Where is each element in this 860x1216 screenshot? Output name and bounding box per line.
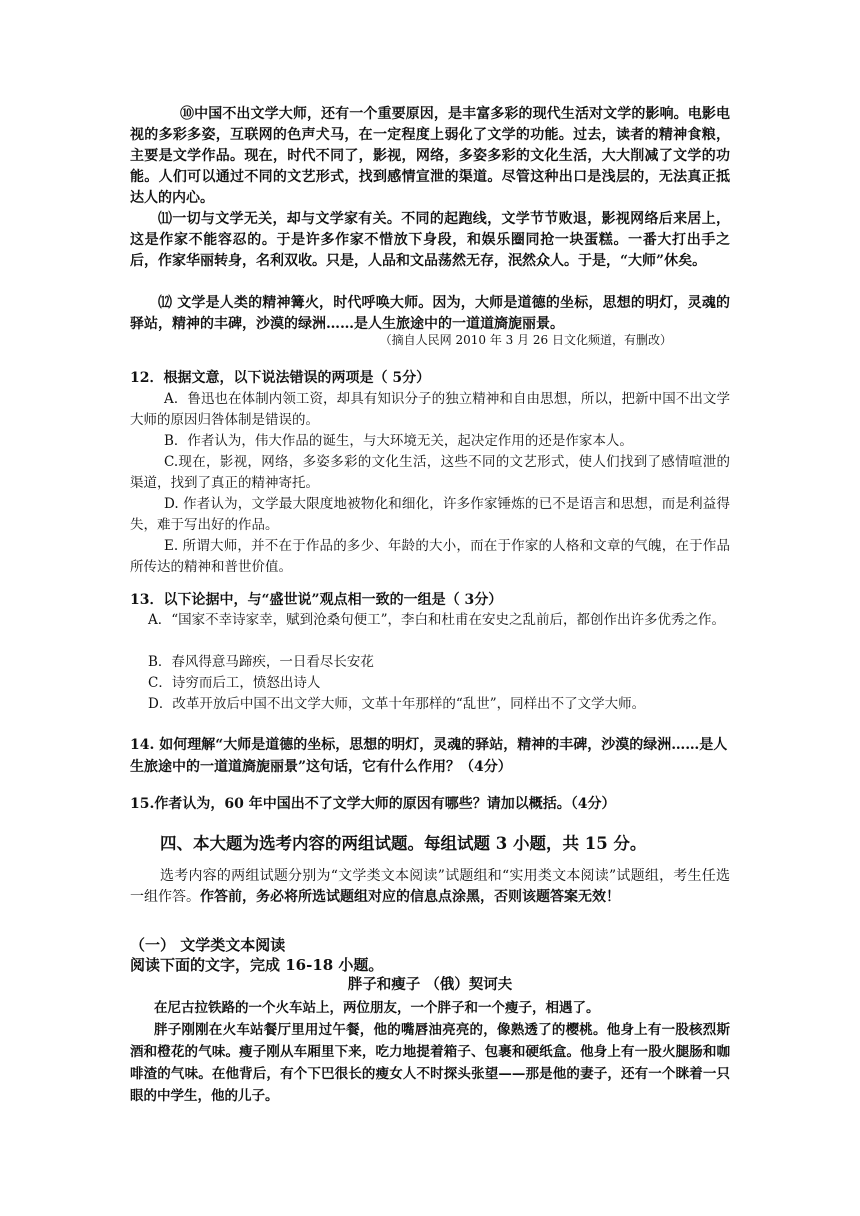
- q12-option-d: D. 作者认为，文学最大限度地被物化和细化，许多作家锤炼的已不是语言和思想，而是利益得失，难于写出好的作品。: [130, 496, 730, 533]
- q13-option-c: C．诗穷而后工，愤怒出诗人: [148, 675, 321, 691]
- question-13-title: 13．以下论据中，与“盛世说”观点相一致的一组是（ 3分）: [130, 592, 503, 608]
- paragraph-12: ⑿ 文学是人类的精神篝火，时代呼唤大师。因为，大师是道德的坐标，思想的明灯，灵魂的驿站，精神的丰碑，沙漠的绿洲……是人生旅途中的一道道旖旎丽景。: [130, 295, 730, 332]
- q13-option-b: B．春风得意马蹄疾，一日看尽长安花: [148, 654, 374, 670]
- part-1-heading: （一） 文学类文本阅读: [130, 936, 286, 954]
- question-12-title: 12．根据文意，以下说法错误的两项是（ 5分）: [130, 370, 431, 386]
- q13-option-a: A．“国家不幸诗家幸，赋到沧桑句便工”，李白和杜甫在安史之乱前后，都创作出许多优秀之作。: [148, 612, 726, 628]
- source-note: （摘自人民网 2010 年 3 月 26 日文化频道，有删改）: [379, 333, 672, 347]
- section-4-intro: [130, 866, 730, 908]
- story-paragraph-1: 在尼古拉铁路的一个火车站上，两位朋友，一个胖子和一个瘦子，相遇了。: [154, 1000, 600, 1016]
- q12-option-a: A．鲁迅也在体制内领工资，却具有知识分子的独立精神和自由思想，所以，把新中国不出文学大师的原因归咎体制是错误的。: [130, 391, 730, 428]
- question-14: 14. 如何理解“大师是道德的坐标，思想的明灯，灵魂的驿站，精神的丰碑，沙漠的绿洲……是人生旅途中的一道道旖旎丽景”这句话，它有什么作用？（4分）: [130, 737, 728, 775]
- story-paragraph-2: 胖子刚刚在火车站餐厅里用过午餐，他的嘴唇油亮亮的，像熟透了的樱桃。他身上有一股核烈斯酒和橙花的气味。瘦子刚从车厢里下来，吃力地提着箱子、包裹和硬纸盒。他身上有一股火腿肠和咖啡渣的气味。在他背后，有个下巴很长的瘦女人不时探头张望——那是他的妻子，还有一个眯着一只眼的中学生，他的儿子。: [130, 1022, 730, 1104]
- section-4-intro-warning: 作答前，务必将所选试题组对应的信息点涂黑，否则该题答案无效！: [200, 889, 620, 905]
- q13-option-d: D．改革开放后中国不出文学大师，文革十年那样的“乱世”，同样出不了文学大师。: [148, 696, 646, 712]
- q12-option-b: B．作者认为，伟大作品的诞生，与大环境无关，起决定作用的还是作家本人。: [164, 433, 633, 449]
- q12-option-c: C.现在，影视，网络，多姿多彩的文化生活，这些不同的文艺形式，使人们找到了感情喧泄的渠道，找到了真正的精神寄托。: [130, 454, 730, 491]
- story-title: 胖子和瘦子 （俄）契诃夫: [347, 976, 513, 993]
- section-4-intro-text: 选考内容的两组试题分别为“文学类文本阅读”试题组和“实用类文本阅读”试题组，考生任选一组作答。: [130, 868, 730, 905]
- q12-option-e: E. 所谓大师，并不在于作品的多少、年龄的大小，而在于作家的人格和文章的气魄，在于作品所传达的精神和普世价值。: [130, 538, 730, 575]
- question-15: 15.作者认为，60 年中国出不了文学大师的原因有哪些？请加以概括。（4分）: [130, 796, 616, 812]
- paragraph-11: ⑾一切与文学无关，却与文学家有关。不同的起跑线，文学节节败退，影视网络后来居上，这是作家不能容忍的。于是许多作家不惜放下身段，和娱乐圈同抢一块蛋糕。一番大打出手之后，作家华丽转身，名利双收。只是，人品和文品荡然无存，泯然众人。于是，“大师”休矣。: [130, 211, 730, 269]
- part-1-instruction: 阅读下面的文字，完成 16-18 小题。: [130, 956, 384, 974]
- paragraph-10: ⑩中国不出文学大师，还有一个重要原因，是丰富多彩的现代生活对文学的影响。电影电视的多彩多姿，互联网的色声犬马，在一定程度上弱化了文学的功能。过去，读者的精神食粮，主要是文学作品。现在，时代不同了，影视，网络，多姿多彩的文化生活，大大削减了文学的功能。人们可以通过不同的文艺形式，找到感情宣泄的渠道。尽管这种出口是浅层的，无法真正抵达人的内心。: [130, 106, 730, 206]
- section-4-title: 四、本大题为选考内容的两组试题。每组试题 3 小题，共 15 分。: [160, 834, 647, 853]
